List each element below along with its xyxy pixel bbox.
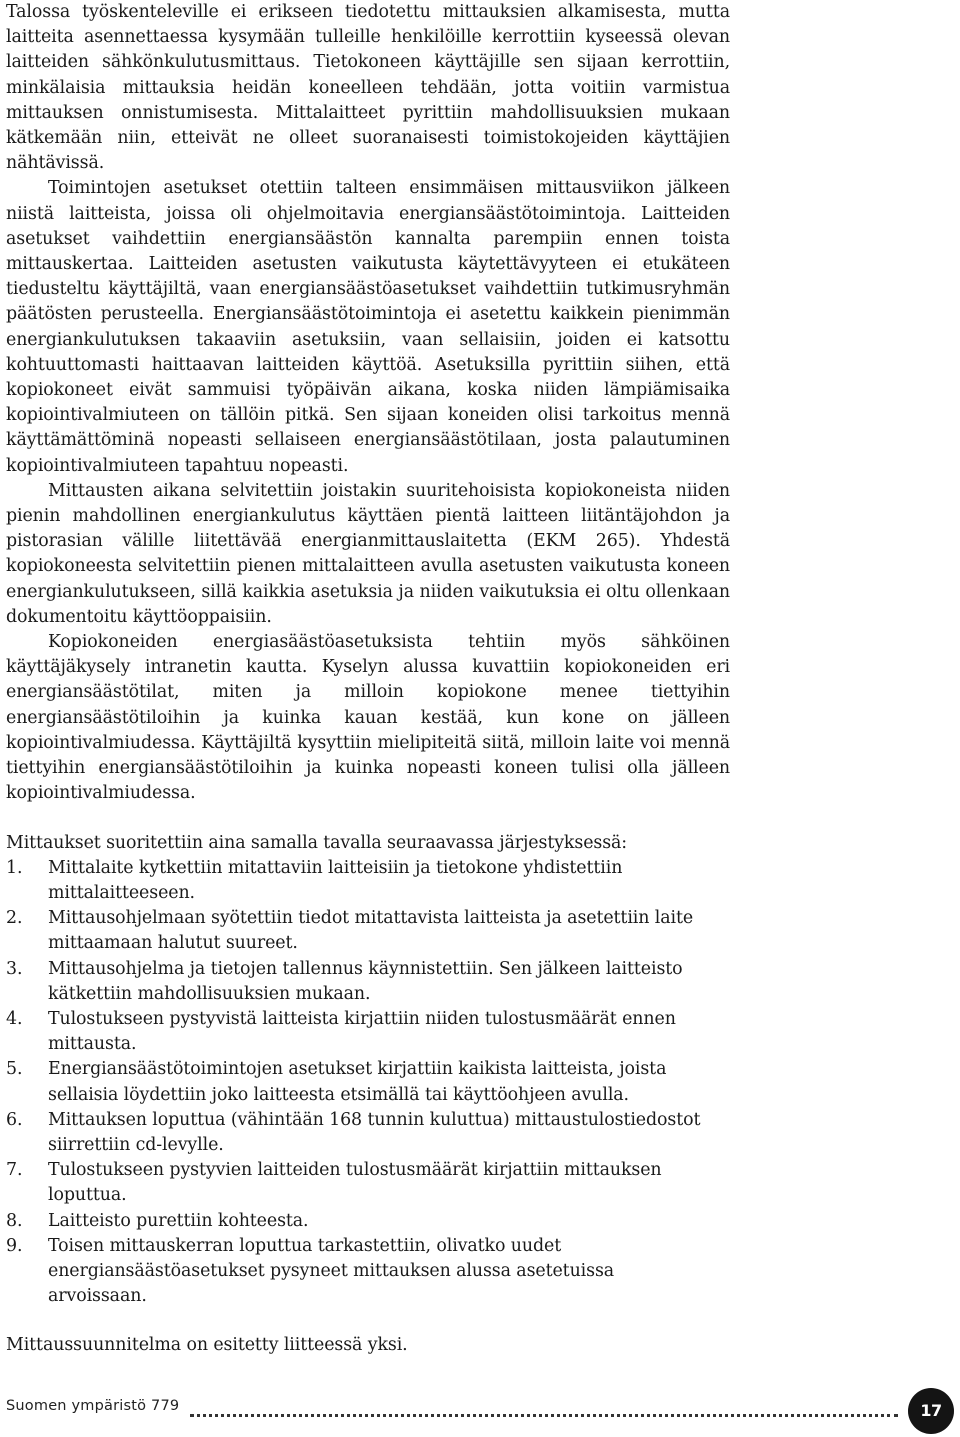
list-text: Tulostukseen pystyvistä laitteista kirjattiin niiden tulostusmäärät ennen mittausta. [48, 1008, 676, 1055]
list-item [6, 1007, 730, 1057]
list-item [6, 1057, 730, 1107]
list-item [6, 1158, 730, 1208]
list-number: 5. [6, 1059, 23, 1080]
list-text: Toisen mittauskerran loputtua tarkastettiin, olivatko uudet energiansäästöasetukset pysyneet mittauksen alussa asetetuissa arvoissaan. [48, 1235, 615, 1307]
list-item [6, 957, 730, 1007]
list-text: Mittausohjelmaan syötettiin tiedot mitattavista laitteista ja asetettiin laite mittaamaan halutut suureet. [48, 908, 694, 954]
page-number-badge: 17 [908, 1388, 954, 1434]
list-text: Mittauksen loputtua (vähintään 168 tunnin kuluttua) mittaustulostiedostot siirrettiin cd-levylle. [48, 1109, 701, 1155]
list-number: 7. [6, 1160, 23, 1181]
closing-sentence: Mittaussuunnitelma on esitetty liitteessä yksi. [6, 1335, 408, 1356]
dotted-leader [190, 1414, 898, 1417]
page-footer [0, 1388, 960, 1437]
list-item [6, 1234, 730, 1310]
list-item [6, 1108, 730, 1158]
paragraph-3: Mittausten aikana selvitettiin joistakin suuritehoisista kopiokoneista niiden pienin mahdollinen energiankulutus käyttäen pientä laitteen liitäntäjohdon ja pistorasian välille liitettävää energianmittauslaitetta (EKM 265). Yhdestä kopiokoneesta selvitettiin pienen mittalaitteen avulla asetusten vaikutusta koneen energiankulutukseen, sillä kaikkia asetuksia ja niiden vaikutuksia ei oltu ollenkaan dokumentoitu käyttöoppaisiin. [6, 480, 730, 627]
list-number: 6. [6, 1109, 23, 1130]
list-intro: Mittaukset suoritettiin aina samalla tavalla seuraavassa järjestyksessä: [6, 832, 628, 853]
list-number: 9. [6, 1235, 23, 1256]
list-text: Tulostukseen pystyvien laitteiden tulostusmäärät kirjattiin mittauksen loputtua. [48, 1160, 662, 1206]
paragraph-2: Toimintojen asetukset otettiin talteen ensimmäisen mittausviikon jälkeen niistä laitteista, joissa oli ohjelmoitavia energiansäästötoimintoja. Laitteiden asetukset vaihdettiin energiansäästön kannalta parempiin ennen toista mittauskertaa. Laitteiden asetusten vaikutusta käytettävyyteen ei etukäteen tiedusteltu käyttäjiltä, vaan energiansäästöasetukset vaihdettiin tutkimusryhmän päätösten perusteella. Energiansäästötoimintoja ei asetettu kaikkein pienimmän energiankulutuksen takaaviin asetuksiin, vaan sellaisiin, joiden ei katsottu kohtuuttomasti haittaavan laitteiden käyttöä. Asetuksilla pyrittiin siihen, että kopiokoneet eivät sammuisi työpäivän aikana, koska niiden lämpiämisaika kopiointivalmiuteen on tällöin pitkä. Sen sijaan koneiden olisi tarkoitus mennä käyttämättöminä nopeasti sellaiseen energiansäästötilaan, josta palautuminen kopiointivalmiuteen tapahtuu nopeasti. [6, 178, 730, 476]
list-item [6, 856, 730, 906]
list-number: 1. [6, 857, 23, 878]
list-item [6, 1209, 730, 1234]
list-item [6, 906, 730, 956]
list-text: Mittausohjelma ja tietojen tallennus käynnistettiin. Sen jälkeen laitteisto kätkettiin mahdollisuuksien mukaan. [48, 958, 683, 1004]
list-number: 3. [6, 958, 23, 979]
list-text: Mittalaite kytkettiin mitattaviin laitteisiin ja tietokone yhdistettiin mittalaitteeseen. [48, 857, 623, 903]
series-title: Suomen ympäristö 779 [6, 1398, 180, 1414]
list-number: 2. [6, 908, 23, 929]
paragraph-1: Talossa työskenteleville ei erikseen tiedotettu mittauksien alkamisesta, mutta laitteita asennettaessa kysymään tulleille henkilöille kerrottiin kyseessä olevan laitteiden sähkönkulutusmittaus. Tietokoneen käyttäjille sen sijaan kerrottiin, minkälaisia mittauksia heidän koneelleen tehdään, jotta voitiin varmistua mittauksen onnistumisesta. Mittalaitteet pyrittiin mahdollisuuksien mukaan kätkemään niin, etteivät ne olleet suoranaisesti toimistokojeiden käyttäjien nähtävissä. [6, 2, 730, 174]
measurement-steps-list [6, 856, 730, 1310]
body-text [6, 0, 730, 1359]
list-number: 4. [6, 1008, 23, 1029]
list-text: Energiansäästötoimintojen asetukset kirjattiin kaikista laitteista, joista sellaisia löydettiin joko laitteesta etsimällä tai käyttöohjeen avulla. [48, 1059, 667, 1105]
paragraph-4: Kopiokoneiden energiasäästöasetuksista tehtiin myös sähköinen käyttäjäkysely intranetin kautta. Kyselyn alussa kuvattiin kopiokoneiden eri energiansäästötilat, miten ja milloin kopiokone menee tiettyihin energiansäästötiloihin ja kuinka kauan kestää, kun kone on jälleen kopiointivalmiudessa. Käyttäjiltä kysyttiin mielipiteitä siitä, milloin laite voi mennä tiettyihin energiansäästötiloihin ja kuinka nopeasti koneen tulisi olla jälleen kopiointivalmiudessa. [6, 632, 730, 804]
list-text: Laitteisto purettiin kohteesta. [48, 1210, 309, 1231]
list-number: 8. [6, 1210, 23, 1231]
